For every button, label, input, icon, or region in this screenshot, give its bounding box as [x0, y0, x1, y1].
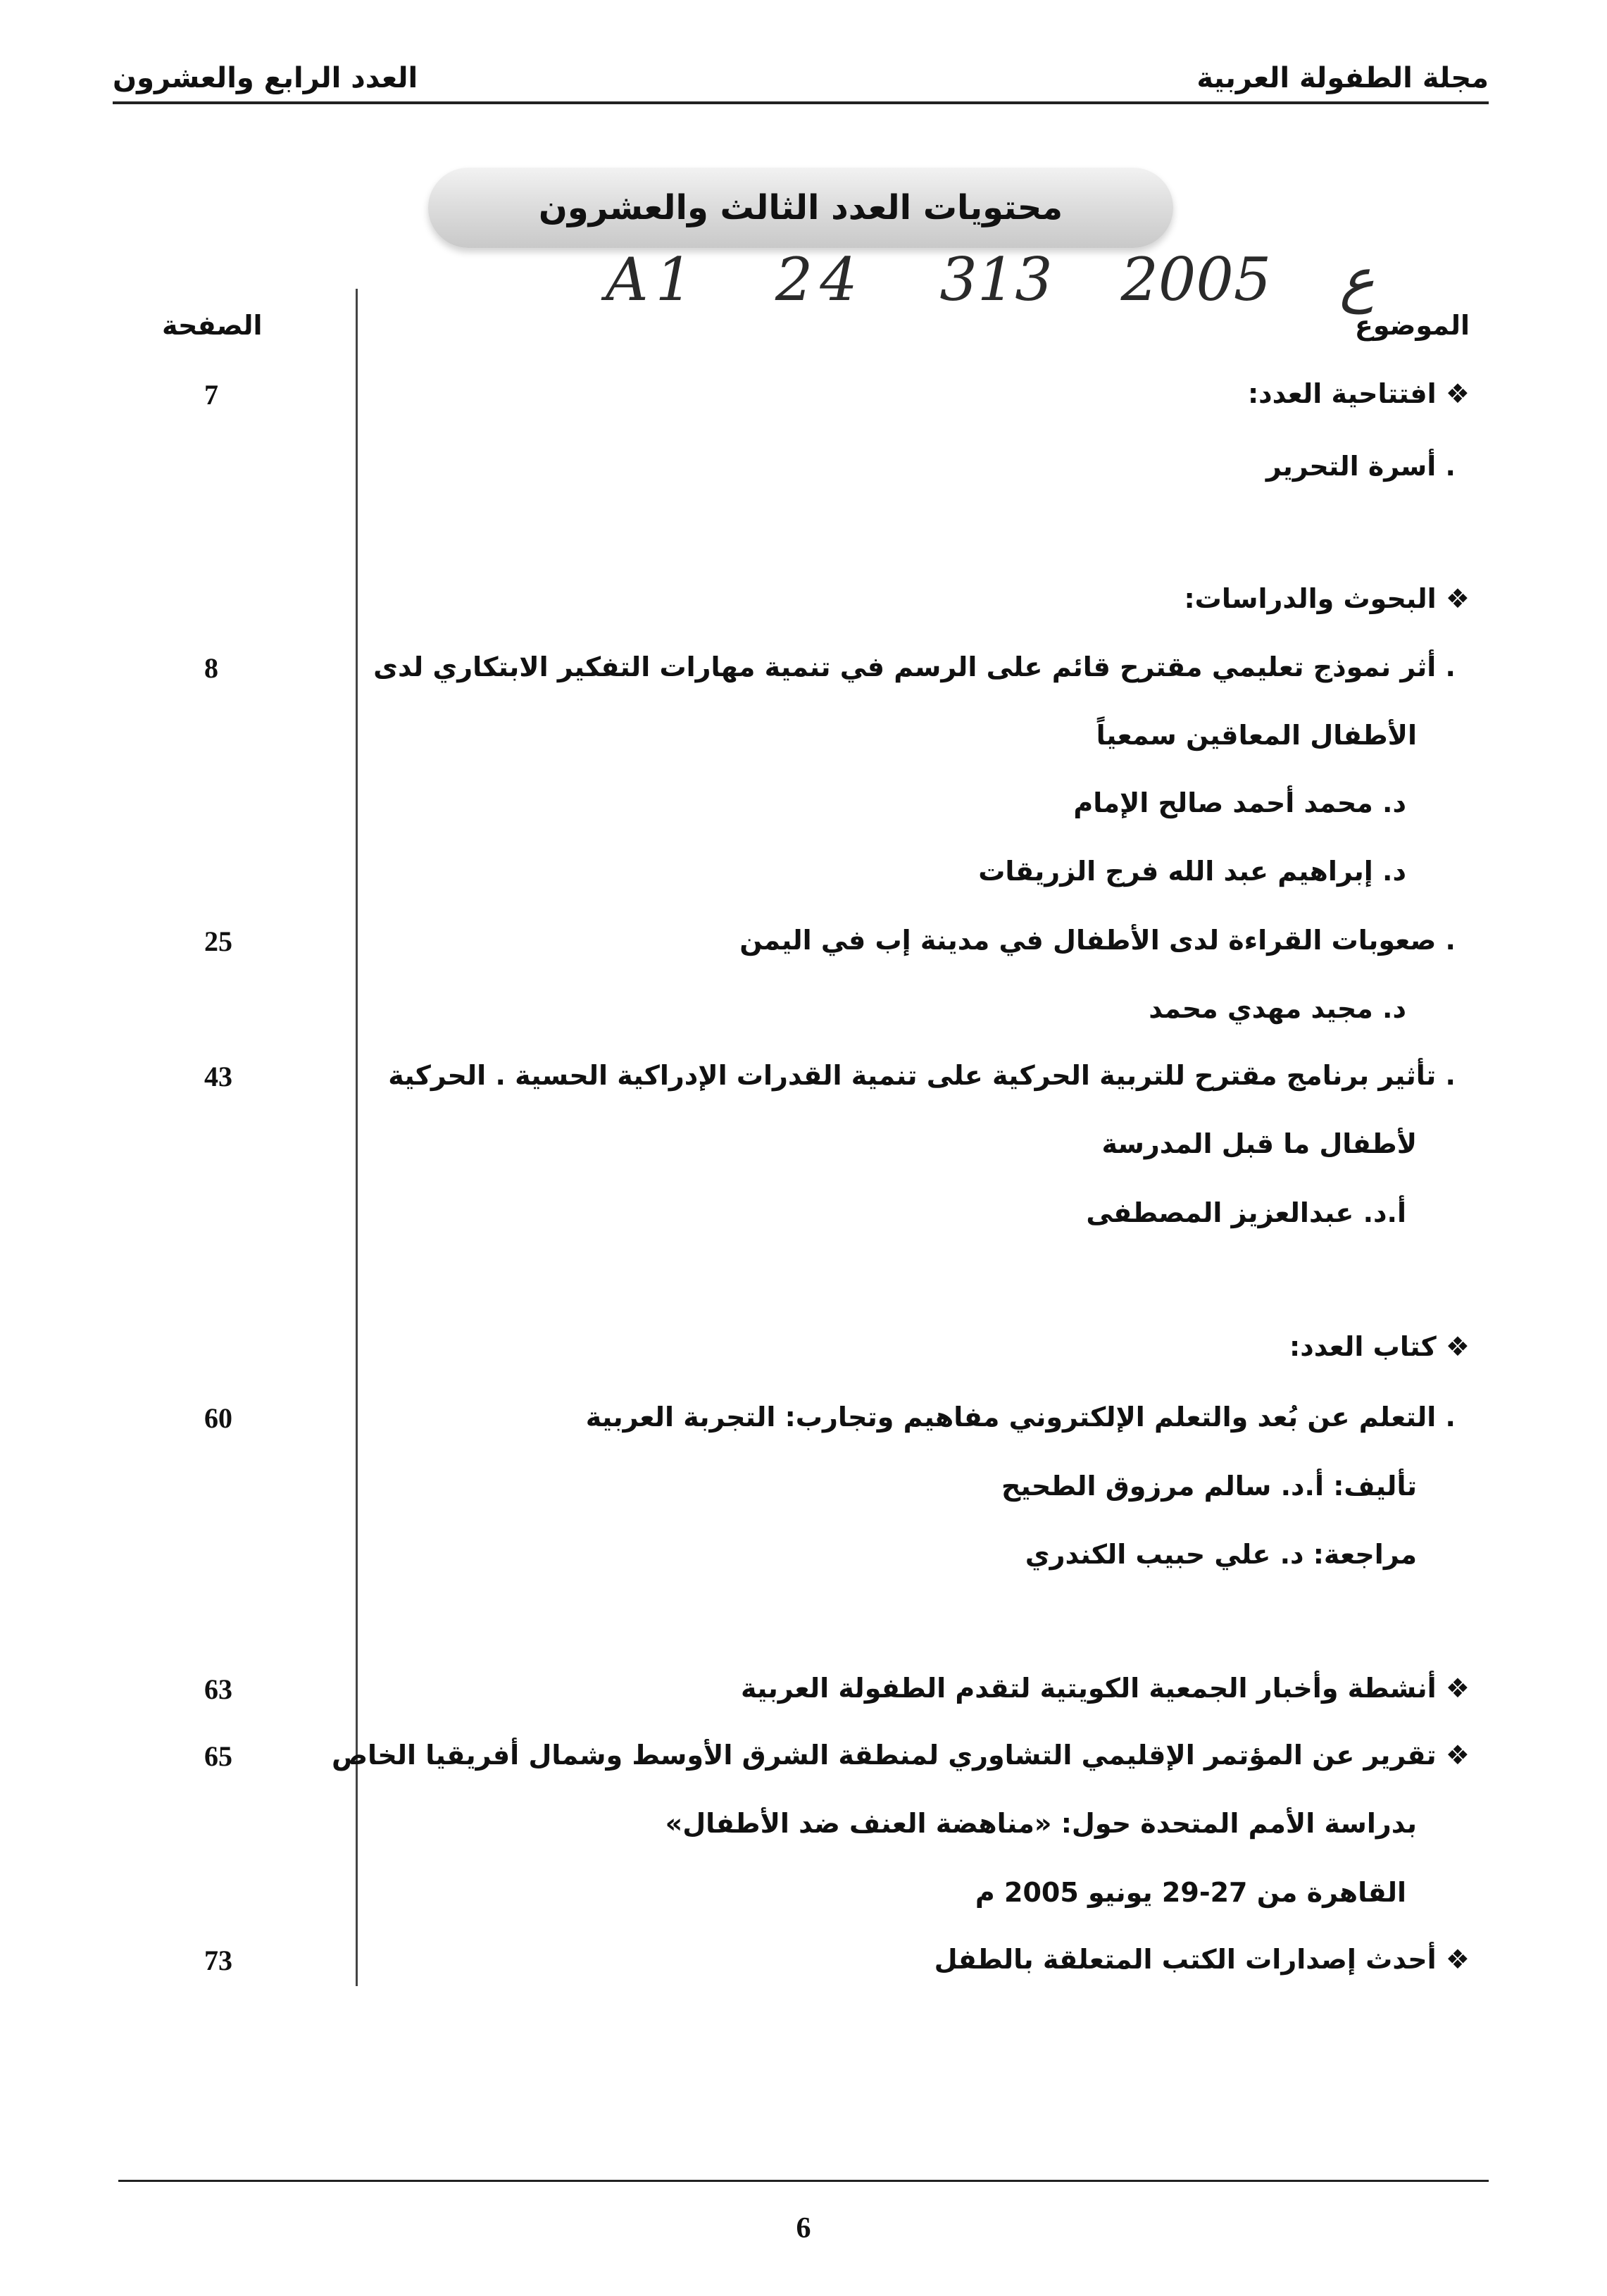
- handwritten-note-part: 2005: [1120, 245, 1272, 314]
- page-number-report: 65: [204, 1740, 232, 1772]
- research-item-1-author-1: د. محمد أحمد صالح الإمام: [1073, 787, 1406, 818]
- section-book: ❖ كتاب العدد:: [1289, 1331, 1470, 1362]
- book-title: . التعلم عن بُعد والتعلم الإلكتروني مفاهيم وتجارب: التجربة العربية: [585, 1402, 1456, 1433]
- book-review: مراجعة: د. علي حبيب الكندري: [1025, 1539, 1417, 1570]
- page-title: محتويات العدد الثالث والعشرون: [538, 188, 1063, 227]
- issue-label: العدد الرابع والعشرون: [113, 62, 418, 94]
- editorial-author: . أسرة التحرير: [1265, 451, 1456, 482]
- page-number-latest: 73: [204, 1945, 232, 1976]
- handwritten-note-part: 313: [939, 245, 1053, 314]
- section-research: ❖ البحوث والدراسات:: [1184, 583, 1470, 614]
- column-divider: [356, 289, 358, 1986]
- research-item-2-author: د. مجيد مهدي محمد: [1149, 993, 1406, 1024]
- research-item-3-title-cont: لأطفال ما قبل المدرسة: [1101, 1128, 1417, 1159]
- handwritten-note-part: ع: [1339, 245, 1375, 314]
- page-number-research-3: 43: [204, 1061, 232, 1092]
- research-item-1-author-2: د. إبراهيم عبد الله فرج الزريقات: [978, 856, 1406, 887]
- handwritten-note: [606, 245, 1424, 314]
- research-item-2-title: . صعوبات القراءة لدى الأطفال في مدينة إب في اليمن: [739, 925, 1456, 956]
- activities-title: ❖ أنشطة وأخبار الجمعية الكويتية لتقدم الطفولة العربية: [740, 1673, 1470, 1704]
- report-date: القاهرة من 27-29 يونيو 2005 م: [975, 1877, 1406, 1908]
- journal-name: مجلة الطفولة العربية: [1196, 62, 1489, 94]
- latest-releases-title: ❖ أحدث إصدارات الكتب المتعلقة بالطفل: [934, 1944, 1470, 1975]
- handwritten-note-part: A1: [606, 245, 701, 314]
- page-number-research-1: 8: [204, 652, 218, 684]
- research-item-1-title: . أثر نموذج تعليمي مقترح قائم على الرسم في تنمية مهارات التفكير الابتكاري لدى: [373, 651, 1456, 682]
- handwritten-note-part: 24: [775, 245, 865, 314]
- book-author: تأليف: أ.د. سالم مرزوق الطحيح: [1001, 1471, 1417, 1502]
- topic-column-heading: الموضوع: [1354, 310, 1470, 341]
- report-title-cont: بدراسة الأمم المتحدة حول: «مناهضة العنف ضد الأطفال»: [665, 1808, 1417, 1839]
- page-number-editorial: 7: [204, 379, 218, 411]
- report-title: ❖ تقرير عن المؤتمر الإقليمي التشاوري لمنطقة الشرق الأوسط وشمال أفريقيا الخاص: [331, 1740, 1470, 1771]
- page-column-heading: الصفحة: [162, 310, 263, 341]
- page-number-research-2: 25: [204, 925, 232, 957]
- page-number-book: 60: [204, 1402, 232, 1434]
- section-editorial: ❖ افتتاحية العدد:: [1247, 378, 1470, 409]
- footer-rule: [118, 2180, 1489, 2182]
- research-item-3-title: . تأثير برنامج مقترح للتربية الحركية على تنمية القدرات الإدراكية الحسية . الحركية: [388, 1060, 1456, 1091]
- title-banner: [428, 168, 1173, 248]
- page-number-activities: 63: [204, 1673, 232, 1705]
- header-rule: [113, 101, 1489, 104]
- research-item-1-title-cont: الأطفال المعاقين سمعياً: [1096, 720, 1417, 751]
- research-item-3-author: أ.د. عبدالعزيز المصطفى: [1086, 1197, 1406, 1228]
- footer-page-number: 6: [796, 2212, 811, 2245]
